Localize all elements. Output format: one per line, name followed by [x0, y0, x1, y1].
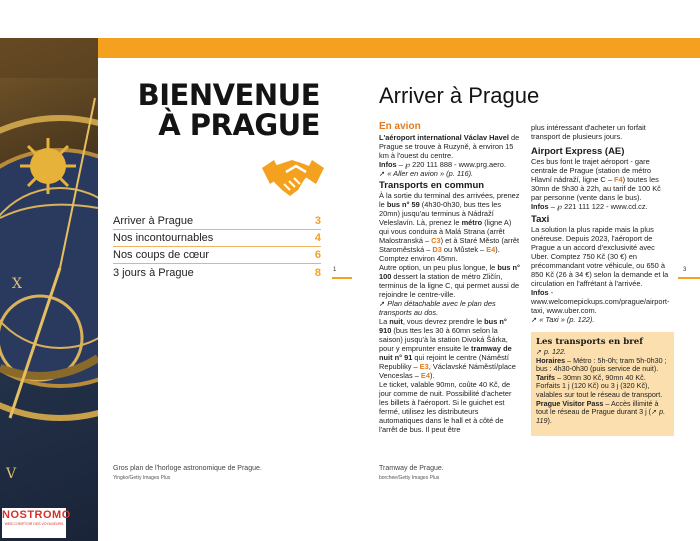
handshake-icon — [262, 154, 324, 200]
heading-taxi: Taxi — [531, 214, 550, 225]
toc-item[interactable] — [113, 264, 321, 281]
text-column-2 — [531, 123, 673, 324]
logo-name: NOSTROMO — [2, 509, 71, 521]
header-band-right — [352, 38, 700, 58]
photo-caption-left: Gros plan de l'horloge astronomique de Prague. — [113, 465, 262, 472]
title-line-1: BIENVENUE — [137, 78, 320, 112]
page-number-rule-right — [678, 277, 700, 279]
toc-item-page: 8 — [314, 266, 321, 279]
page-title-welcome — [138, 80, 320, 140]
paragraph-airport-express: Ces bus font le trajet aéroport - gare centrale de Prague (station de métro Hlavní nádraží, ligne C – F4) toutes les 30mn de 5h30 à 22h, au tarif de 100 Kč par personne (vente dans le bus). — [531, 157, 661, 202]
title-line-2: À PRAGUE — [158, 108, 320, 142]
text-column-1 — [379, 121, 521, 434]
toc-item-label: Nos incontournables — [113, 232, 214, 244]
paragraph-ae-infos: Infos – ℘ 221 111 122 - www.cd.cz. — [531, 202, 648, 211]
svg-text:X: X — [12, 276, 22, 292]
page-number-left: 1 — [333, 267, 337, 273]
cross-reference: ➚ « Taxi » (p. 122). — [531, 315, 595, 324]
paragraph-airport-infos: Infos – ℘ 220 111 888 - www.prg.aero. — [379, 160, 506, 169]
toc-item-page: 4 — [314, 232, 321, 244]
see-icon: ➚ — [536, 347, 545, 356]
paragraph-taxi: La solution la plus rapide mais la plus onéreuse. Depuis 2023, l'aéroport de Prague a un accord d'exclusivité avec Uber. Comptez 750 Kč (30 €) en précommandant votre véhicule, ou 650 à 850 Kč (26 à 34 €) selon la demande et la circulation en l'affrétant à l'arrivée. — [531, 225, 669, 288]
logo-tagline: WEB COMPTOIR DES VOYAGEURS — [4, 522, 64, 526]
cross-reference: ➚ « Aller en avion » (p. 116). — [379, 169, 474, 178]
toc-item-label: Nos coups de cœur — [113, 249, 209, 261]
header-band-left — [98, 38, 352, 58]
box-reference: ➚ p. 122. — [536, 347, 567, 356]
heading-public-transport: Transports en commun — [379, 180, 485, 191]
paragraph-bus-100: Autre option, un peu plus longue, le bus n° 100 dessert la station de métro Zličín, terminus de la ligne C, qui permet aussi de rejoindre le centre-ville. — [379, 263, 521, 299]
toc-item-label: Arriver à Prague — [113, 215, 194, 227]
page-number-right: 3 — [683, 267, 687, 273]
toc-item-page: 3 — [314, 215, 321, 227]
cross-reference: ➚ Plan détachable avec le plan des transports au dos. — [379, 299, 496, 317]
see-icon: ➚ — [379, 169, 388, 178]
transport-summary-box — [531, 332, 674, 436]
see-icon: ➚ — [651, 407, 660, 417]
astronomical-clock-photo — [0, 38, 98, 541]
paragraph-bus-59: À la sortie du terminal des arrivées, prenez le bus n° 59 (4h30-0h30, bus ttes les 20mn) jusqu'au terminus à Nádraží Veleslavín. Là, prenez le métro (ligne A) qui vous conduira à Malá Strana (arrêt Malostranská – C3) et à Staré Město (arrêt Staroměstská – D3 ou Můstek – E4). Comptez environ 45mn. — [379, 191, 520, 263]
box-fares: Tarifs – 30mn 30 Kč, 90mn 40 Kč. Forfaits 1 j (120 Kč) ou 3 j (320 Kč), valables sur tout le réseau de transport. — [536, 372, 663, 399]
paragraph-taxi-infos: Infos - www.welcomepickups.com/prague/airport-taxi, www.uber.com. — [531, 288, 670, 315]
nostromo-logo — [2, 508, 71, 538]
photo-credit-right: borchee/Getty Images Plus — [379, 475, 440, 481]
toc-item[interactable] — [113, 247, 321, 264]
toc-item-label: 3 jours à Prague — [113, 266, 194, 279]
heading-airport-express: Airport Express (AE) — [531, 146, 625, 157]
page-title-arriving: Arriver à Prague — [379, 83, 540, 108]
see-icon: ➚ — [379, 299, 388, 308]
table-of-contents — [113, 213, 321, 281]
page-number-rule-left — [332, 277, 352, 279]
photo-credit-left: Yingko/Getty Images Plus — [113, 475, 171, 481]
heading-by-plane: En avion — [379, 121, 421, 132]
toc-item[interactable] — [113, 213, 321, 230]
svg-text:V: V — [6, 466, 17, 482]
toc-item[interactable] — [113, 230, 321, 247]
paragraph-continued: plus intéressant d'acheter un forfait transport de plusieurs jours. — [531, 123, 646, 141]
photo-caption-right: Tramway de Prague. — [379, 465, 444, 472]
box-visitor-pass: Prague Visitor Pass – Accès illimité à tout le réseau de Prague durant 3 j (➚ p. 119). — [536, 398, 666, 425]
paragraph-night: La nuit, vous devrez prendre le bus n° 910 (bus ttes les 30 à 60mn selon la saison) jusqu'à la station Divoká Šárka, pour y emprunter ensuite le tramway de nuit n° 91 qui rejoint le centre (Náměstí Republiky – E3, Václavské Náměstí/place Venceslas – E4). — [379, 317, 516, 380]
paragraph-ticket: Le ticket, valable 90mn, coûte 40 Kč, de jour comme de nuit. Possibilité d'acheter les billets à l'aéroport. Si le guichet est fermé, utilisez les distributeurs automatiques dans le hall et à côté de l'arrêt de bus. Il peut être — [379, 380, 512, 434]
box-title: Les transports en bref — [536, 337, 643, 347]
see-icon: ➚ — [531, 315, 540, 324]
box-hours: Horaires – Métro : 5h-0h; tram 5h-0h30 ; bus : 4h30-0h30 (puis service de nuit). — [536, 355, 667, 374]
toc-item-page: 6 — [314, 249, 321, 261]
paragraph-airport: L'aéroport international Václav Havel de Prague se trouve à Ruzyně, à environ 15 km à l'ouest du centre. — [379, 133, 520, 160]
